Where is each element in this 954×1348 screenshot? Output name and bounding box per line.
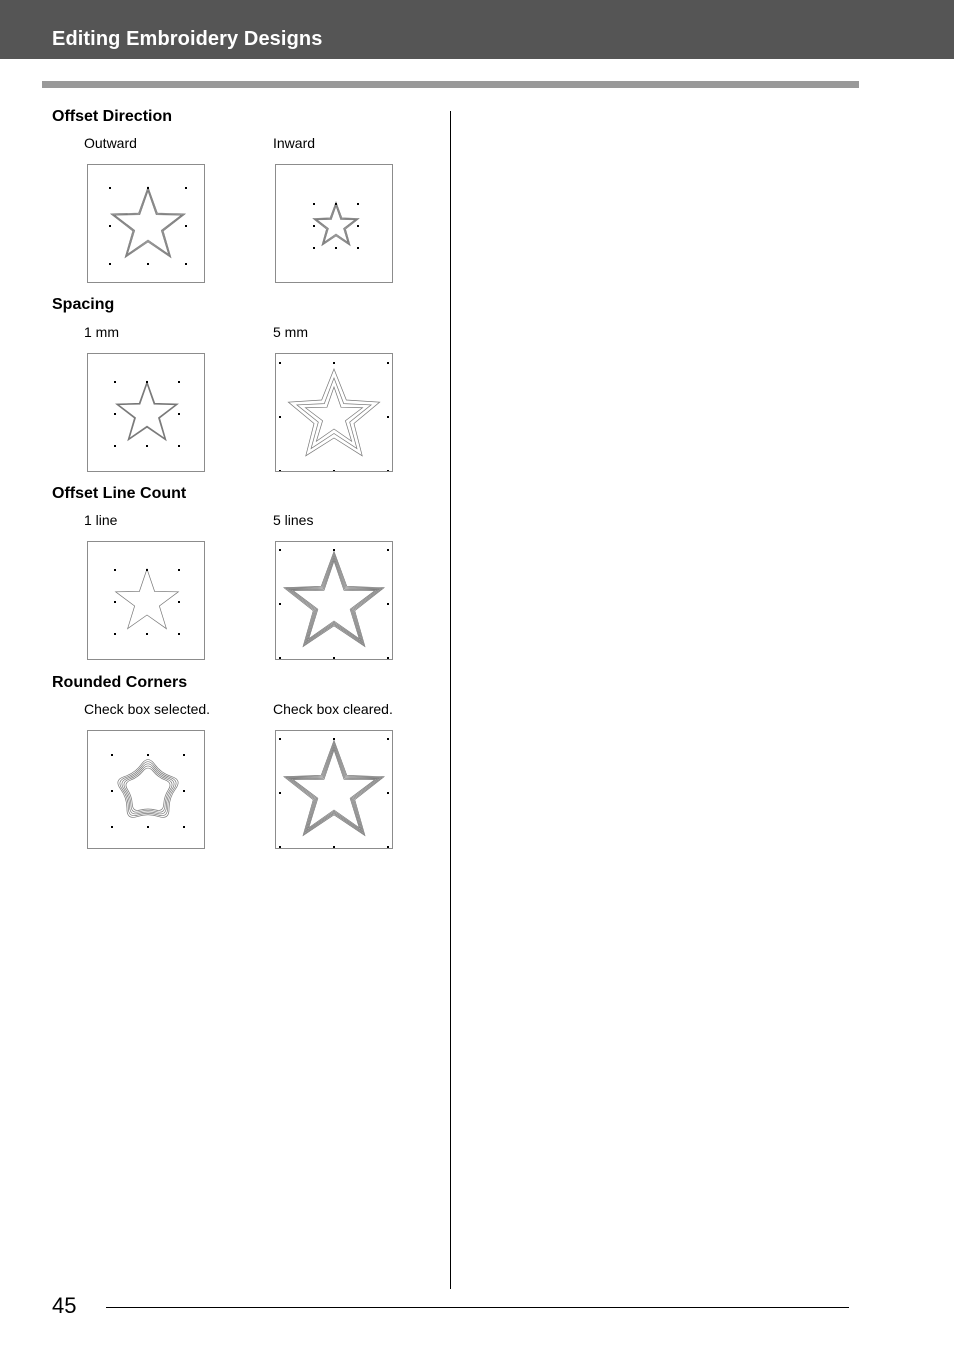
selection-handle-dot — [333, 470, 335, 471]
selection-handle-dot — [387, 792, 389, 794]
star-rounded-corners-icon — [88, 731, 204, 848]
selection-handle-dot — [109, 263, 111, 265]
column-divider — [450, 111, 451, 1289]
selection-handle-dot — [146, 633, 148, 635]
selection-handle-dot — [279, 470, 281, 471]
selection-handle-dot — [146, 569, 148, 571]
caption-outward: Outward — [84, 135, 137, 151]
selection-handle-dot — [185, 187, 187, 189]
selection-handle-dot — [335, 247, 337, 249]
selection-handle-dot — [183, 826, 185, 828]
heading-rounded-corners: Rounded Corners — [52, 674, 188, 691]
selection-handle-dot — [147, 263, 149, 265]
heading-offset-line-count: Offset Line Count — [52, 485, 187, 502]
star-outline-stroke — [288, 369, 379, 456]
star-outward-offset-icon — [88, 165, 204, 282]
selection-handle-dot — [313, 225, 315, 227]
star-outline-stroke — [284, 740, 384, 835]
star-outline-stroke — [286, 743, 381, 834]
selection-handle-dot — [279, 416, 281, 418]
star-outline-stroke — [124, 766, 172, 812]
star-outline-stroke — [317, 206, 355, 242]
selection-handle-dot — [357, 225, 359, 227]
thumb-5mm — [275, 353, 393, 472]
thumb-rounded-corners — [87, 730, 205, 849]
star-outline-stroke — [286, 554, 381, 645]
selection-handle-dot — [111, 790, 113, 792]
selection-handle-dot — [114, 381, 116, 383]
selection-handle-dot — [109, 225, 111, 227]
selection-handle-dot — [111, 826, 113, 828]
selection-handle-dot — [387, 846, 389, 848]
caption-1mm: 1 mm — [84, 324, 119, 340]
selection-handle-dot — [333, 549, 335, 551]
selection-handle-dot — [178, 413, 180, 415]
star-outline-stroke — [116, 381, 178, 440]
selection-handle-dot — [387, 362, 389, 364]
star-inward-offset-icon — [276, 165, 392, 282]
heading-spacing: Spacing — [52, 296, 115, 313]
caption-check-box-selected: Check box selected. — [84, 701, 211, 717]
star-outline-stroke — [315, 204, 357, 244]
selection-handle-dot — [279, 738, 281, 740]
selection-handle-dot — [387, 549, 389, 551]
selection-handle-dot — [333, 738, 335, 740]
star-5mm-spacing-icon — [276, 354, 392, 471]
selection-handle-dot — [114, 413, 116, 415]
selection-handle-dot — [279, 603, 281, 605]
selection-handle-dot — [387, 738, 389, 740]
star-outline-stroke — [116, 569, 179, 629]
selection-handle-dot — [333, 362, 335, 364]
selection-handle-dot — [178, 569, 180, 571]
star-outline-stroke — [122, 764, 174, 814]
selection-handle-dot — [114, 569, 116, 571]
star-outline-stroke — [291, 559, 377, 641]
selection-handle-dot — [279, 792, 281, 794]
selection-handle-dot — [114, 445, 116, 447]
selection-handle-dot — [335, 203, 337, 205]
selection-handle-dot — [109, 187, 111, 189]
star-outline-stroke — [111, 187, 185, 258]
selection-handle-dot — [279, 657, 281, 659]
star-outline-stroke — [291, 748, 377, 830]
star-1mm-spacing-icon — [88, 354, 204, 471]
caption-5-lines: 5 lines — [273, 512, 314, 528]
selection-handle-dot — [313, 247, 315, 249]
footer-rule — [106, 1307, 849, 1308]
selection-handle-dot — [185, 225, 187, 227]
star-outline-stroke — [313, 202, 359, 245]
selection-handle-dot — [147, 754, 149, 756]
caption-inward: Inward — [273, 135, 316, 151]
selection-handle-dot — [333, 657, 335, 659]
star-outline-stroke — [289, 745, 380, 831]
caption-check-box-cleared: Check box cleared. — [273, 701, 393, 717]
header-subrule — [42, 81, 859, 88]
selection-handle-dot — [357, 247, 359, 249]
thumb-1mm — [87, 353, 205, 472]
thumb-5-lines — [275, 541, 393, 660]
star-outline-stroke — [289, 556, 380, 642]
selection-handle-dot — [147, 826, 149, 828]
star-outline-stroke — [293, 561, 375, 639]
thumb-inward — [275, 164, 393, 283]
selection-handle-dot — [114, 601, 116, 603]
thumb-1-line — [87, 541, 205, 660]
star-outline-stroke — [293, 750, 375, 828]
selection-handle-dot — [313, 203, 315, 205]
selection-handle-dot — [146, 381, 148, 383]
selection-handle-dot — [387, 416, 389, 418]
page-header-title: Editing Embroidery Designs — [52, 28, 323, 50]
star-outline-stroke — [113, 189, 183, 256]
selection-handle-dot — [357, 203, 359, 205]
selection-handle-dot — [387, 657, 389, 659]
star-sharp-corners-icon — [276, 731, 392, 848]
star-outline-stroke — [118, 384, 175, 438]
star-outline-stroke — [120, 762, 176, 816]
star-outline-stroke — [117, 383, 177, 440]
caption-1-line: 1 line — [84, 512, 118, 528]
star-1-line-icon — [88, 542, 204, 659]
caption-5mm: 5 mm — [273, 324, 308, 340]
heading-offset-direction: Offset Direction — [52, 108, 173, 125]
star-outline-stroke — [284, 551, 384, 646]
selection-handle-dot — [178, 601, 180, 603]
selection-handle-dot — [146, 445, 148, 447]
thumb-sharp-corners — [275, 730, 393, 849]
selection-handle-dot — [279, 362, 281, 364]
selection-handle-dot — [147, 187, 149, 189]
selection-handle-dot — [178, 445, 180, 447]
selection-handle-dot — [333, 846, 335, 848]
selection-handle-dot — [387, 470, 389, 471]
selection-handle-dot — [183, 754, 185, 756]
selection-handle-dot — [114, 633, 116, 635]
star-outline-stroke — [115, 191, 182, 254]
selection-handle-dot — [111, 754, 113, 756]
selection-handle-dot — [178, 633, 180, 635]
star-5-lines-icon — [276, 542, 392, 659]
selection-handle-dot — [178, 381, 180, 383]
selection-handle-dot — [279, 846, 281, 848]
page-number: 45 — [52, 1293, 77, 1318]
selection-handle-dot — [183, 790, 185, 792]
selection-handle-dot — [279, 549, 281, 551]
selection-handle-dot — [185, 263, 187, 265]
thumb-outward — [87, 164, 205, 283]
selection-handle-dot — [387, 603, 389, 605]
